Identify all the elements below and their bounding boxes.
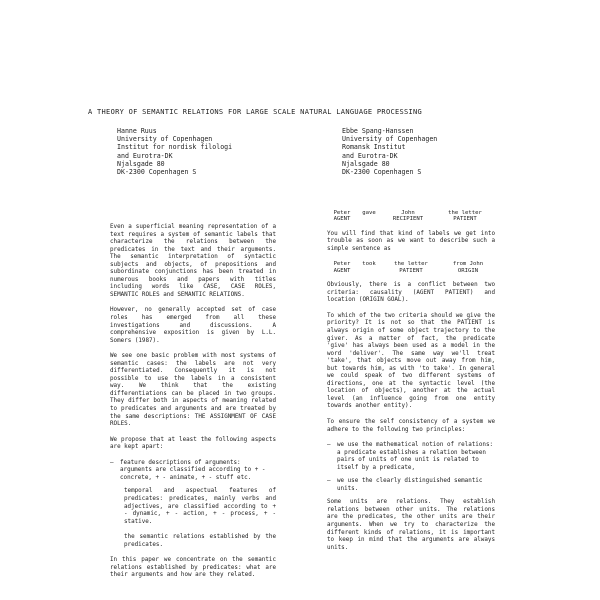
author-street: Njalsgade 80	[342, 159, 390, 168]
body-paragraph: the semantic relations established by the predicates.	[124, 534, 276, 548]
example-word: John	[401, 210, 415, 216]
body-paragraph: temporal and aspectual features of predicates: predicates, mainly verbs and adjectives, are classified according to + - dynamic, + - action, + - process, + - stative.	[124, 488, 276, 525]
author-institution: and Eurotra-DK	[342, 151, 398, 160]
list-item: – feature descriptions of arguments: arguments are classified according to + - concrete, + - animate, + - stuff etc.	[120, 460, 276, 483]
aspect-list	[110, 460, 276, 483]
body-paragraph: To which of the two criteria should we give the priority? It is not so that the PATIENT is always origin of some object trajectory to the giver. As a matter of fact, the predicate 'give' has always been used as a model in the word 'deliver'. The same way we'll treat 'take', that objects move out away from him, but towards him, as with 'to take'. In general we could speak of two different systems of directions, one at the syntactic level (the location of objects), another at the actual level (an influence going from one entity towards another entity).	[327, 312, 495, 410]
author-affiliation: University of Copenhagen	[342, 135, 438, 144]
example-word: the letter	[394, 261, 428, 268]
body-paragraph: However, no generally accepted set of case roles has emerged from all these investigations and discussions. A comprehensive exposition is given by L.L. Somers (1987).	[110, 307, 276, 344]
example-role	[357, 216, 381, 222]
author-department: Institut for nordisk filologi	[117, 143, 233, 152]
paper-title: A THEORY OF SEMANTIC RELATIONS FOR LARGE SCALE NATURAL LANGUAGE PROCESSING	[88, 108, 423, 116]
example-word: gave	[362, 210, 376, 216]
example-role: PATIENT	[399, 267, 423, 274]
principle-list	[327, 442, 495, 493]
example-table-1	[327, 210, 495, 223]
example-word: Peter	[333, 261, 351, 268]
author-block-2	[342, 127, 437, 176]
body-paragraph: Obviously, there is a conflict between two criteria: causality (AGENT PATIENT) and location (ORIGIN GOAL).	[327, 282, 495, 304]
author-affiliation: University of Copenhagen	[117, 135, 213, 144]
body-paragraph: We see one basic problem with most systems of semantic cases: the labels are not very differentiated. Consequently it is not possible to use the labels in a consistent way. We think that the existing differentiations can be placed in two groups. They differ both in aspects of meaning related to predicates and arguments and are treated by the same descriptions: THE ASSIGNMENT OF CASE ROLES.	[110, 353, 276, 428]
right-column	[327, 210, 495, 560]
author-institution: and Eurotra-DK	[117, 151, 173, 160]
example-word: the letter	[448, 210, 482, 216]
body-paragraph: In this paper we concentrate on the semantic relations established by predicates: what are their arguments and how are they related.	[110, 557, 276, 579]
example-word: Peter	[333, 210, 351, 216]
author-city: DK-2300 Copenhagen S	[342, 168, 422, 177]
left-column	[110, 224, 276, 588]
example-word: took	[362, 261, 376, 268]
body-paragraph: To ensure the self consistency of a system we adhere to the following two principles:	[327, 419, 495, 433]
list-item: – we use the mathematical notion of relations: a predicate establishes a relation between pairs of units of one unit is related to itself by a predicate,	[337, 442, 495, 472]
body-paragraph: Some units are relations. They establish relations between other units. The relations are the predicates, the other units are their arguments. When we try to characterize the different kinds of relations, it is important to keep in mind that the arguments are always units.	[327, 499, 495, 551]
author-name: Ebbe Spang-Hanssen	[342, 127, 414, 135]
example-role: RECIPIENT	[392, 216, 424, 223]
example-role: PATIENT	[453, 216, 477, 223]
body-paragraph: We propose that at least the following aspects are kept apart:	[110, 436, 276, 451]
author-block-1	[117, 127, 232, 176]
author-city: DK-2300 Copenhagen S	[117, 168, 197, 177]
author-name: Hanne Ruus	[117, 127, 157, 135]
author-street: Njalsgade 80	[117, 159, 165, 168]
example-role: ORIGIN	[457, 267, 479, 274]
list-item: – we use the clearly distinguished semantic units.	[337, 478, 495, 493]
example-word: from John	[452, 261, 484, 268]
example-table-2	[327, 261, 495, 274]
example-role	[357, 268, 381, 274]
author-department: Romansk Institut	[342, 143, 406, 152]
example-role: AGENT	[333, 267, 351, 274]
example-role: AGENT	[333, 216, 351, 223]
body-paragraph: Even a superficial meaning representation of a text requires a system of semantic labels that characterize the relations between the predicates in the text and their arguments. The semantic interpretation of syntactic subjects and objects, of prepositions and subordinate conjunctions has been treated in numerous books and papers with titles including words like CASE, CASE ROLES, SEMANTIC ROLES and SEMANTIC RELATIONS.	[110, 224, 276, 298]
body-paragraph: You will find that kind of labels we get into trouble as soon as we want to describe such a simple sentence as	[327, 230, 495, 252]
